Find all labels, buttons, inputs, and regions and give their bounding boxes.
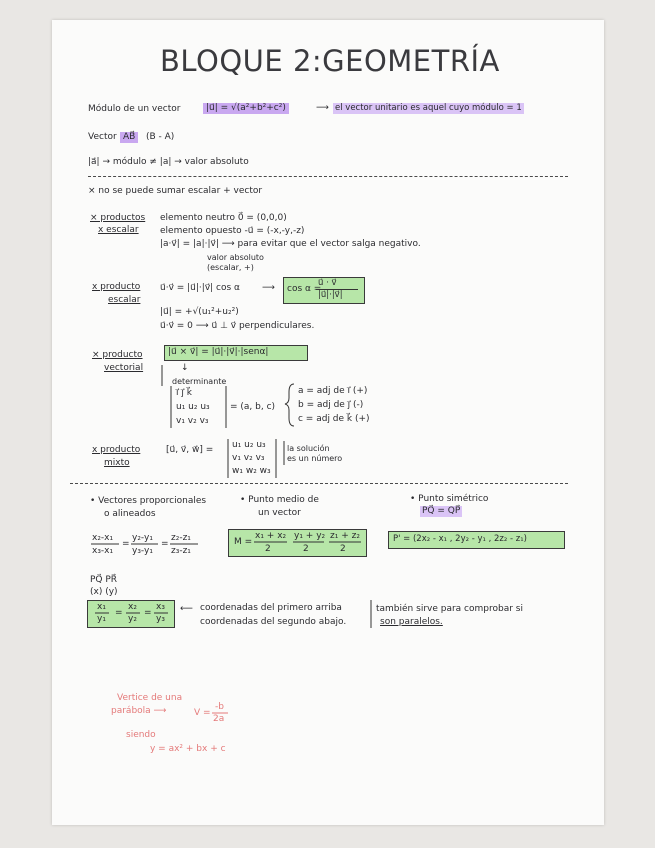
paralelos-note-2: coordenadas del segundo abajo.: [200, 617, 347, 627]
page-title: BLOQUE 2:GEOMETRÍA: [160, 44, 500, 78]
prop-f2-den: y₃-y₁: [132, 546, 153, 556]
producto-vectorial-formula: |u⃗ × v⃗| = |u⃗|·|v⃗|·|senα|: [168, 347, 269, 357]
pm-f3-den: 2: [340, 544, 346, 554]
abs-note: |a⃗| → módulo ≠ |a| → valor absoluto: [88, 157, 249, 167]
prop-eq-1: =: [122, 539, 130, 549]
paralelos-arrow: ⟵: [180, 604, 193, 614]
par-f1-den: y₁: [97, 614, 106, 624]
parabola-siendo: siendo: [126, 730, 156, 740]
par-eq-1: =: [115, 608, 123, 618]
parabola-fraction-den: 2a: [213, 714, 225, 724]
par-f3-num: x₃: [156, 602, 165, 612]
escalar-positivo-note: (escalar, +): [207, 263, 254, 272]
prop-f1-num: x₂-x₁: [92, 533, 114, 543]
det-b: b = adj de j⃗ (-): [298, 400, 364, 410]
par-f3-den: y₃: [156, 614, 165, 624]
mixto-row-2: v₁ v₂ v₃: [232, 453, 265, 463]
simetrico-label-1: • Punto simétrico: [410, 494, 489, 504]
paralelos-header-2: (x) (y): [90, 587, 118, 597]
cos-numerator: u⃗ · v⃗: [318, 278, 337, 288]
abs-escalar: |a·v⃗| = |a|·|v⃗| ⟶ para evitar que el vector salga negativo.: [160, 239, 421, 249]
vector-ab-label: Vector: [88, 132, 117, 142]
modulo-formula: |u⃗| = √(a²+b²+c²): [203, 103, 289, 114]
parabola-equation: y = ax² + bx + c: [150, 744, 226, 754]
no-sumar-note: × no se puede sumar escalar + vector: [88, 186, 263, 196]
punto-medio-label-1: • Punto medio de: [240, 495, 319, 505]
down-arrow: ↓: [181, 363, 189, 373]
modulo-arrow: ⟶: [316, 103, 329, 113]
paralelos-side-2: son paralelos.: [380, 617, 443, 627]
det-row-2: u₁ u₂ u₃: [176, 402, 210, 412]
par-f1-num: x₁: [97, 602, 106, 612]
par-f2-num: x₂: [128, 602, 137, 612]
valor-absoluto-note: valor absoluto: [207, 253, 264, 262]
producto-escalar-label-2: escalar: [108, 295, 141, 305]
paralelos-side-1: también sirve para comprobar si: [376, 604, 523, 614]
parabola-fraction-num: -b: [215, 702, 224, 712]
producto-escalar-label-1: x producto: [92, 282, 141, 292]
det-brace: [285, 384, 294, 426]
det-row-3: v₁ v₂ v₃: [176, 416, 209, 426]
pm-f2-num: y₁ + y₂: [294, 531, 326, 541]
punto-medio-lhs: M =: [234, 537, 253, 547]
producto-vectorial-label-2: vectorial: [104, 363, 144, 373]
producto-mixto-formula: [u⃗, v⃗, w⃗] =: [166, 445, 214, 455]
parabola-label-2: parábola ⟶: [111, 706, 167, 716]
prop-eq-2: =: [161, 539, 169, 549]
elemento-neutro: elemento neutro 0⃗ = (0,0,0): [160, 213, 287, 223]
punto-medio-label-2: un vector: [258, 508, 301, 518]
producto-mixto-label-1: x producto: [92, 445, 141, 455]
paralelos-note-1: coordenadas del primero arriba: [200, 603, 342, 613]
par-eq-2: =: [144, 608, 152, 618]
vector-ab-name: AB⃗: [120, 132, 138, 143]
prop-f1-den: x₃-x₁: [92, 546, 114, 556]
mixto-note-2: es un número: [287, 454, 343, 463]
det-a: a = adj de i⃗ (+): [298, 386, 368, 396]
paralelos-header-1: PQ⃗ PR⃗: [90, 575, 118, 585]
producto-escalar-formula: u⃗·v⃗ = |u⃗|·|v⃗| cos α: [160, 283, 240, 293]
unit-vector-note: el vector unitario es aquel cuyo módulo = 1: [335, 103, 522, 113]
par-f2-den: y₂: [128, 614, 137, 624]
elemento-opuesto: elemento opuesto -u⃗ = (-x,-y,-z): [160, 226, 305, 236]
simetrico-label-2: PQ⃗ = QP⃗: [422, 506, 461, 516]
pm-f2-den: 2: [303, 544, 309, 554]
cos-denominator: |u⃗|·|v⃗|: [318, 290, 343, 300]
perpendiculares: u⃗·v⃗ = 0 ⟶ u⃗ ⊥ v⃗ perpendiculares.: [160, 321, 315, 331]
prop-f3-den: z₃-z₁: [171, 546, 191, 556]
proporcionales-label-2: o alineados: [104, 509, 156, 519]
pm-f3-num: z₁ + z₂: [330, 531, 360, 541]
vector-ab-value: (B - A): [146, 132, 175, 142]
producto-mixto-label-2: mixto: [104, 458, 130, 468]
cos-lhs: cos α =: [287, 284, 322, 294]
mixto-row-3: w₁ w₂ w₃: [232, 466, 271, 476]
pm-f1-num: x₁ + x₂: [255, 531, 287, 541]
parabola-formula-lhs: V =: [194, 708, 211, 718]
parabola-label-1: Vertice de una: [117, 693, 183, 703]
escalar-label-1: × productos: [90, 213, 146, 223]
producto-escalar-arrow: ⟶: [262, 283, 275, 293]
modulo-formula-2: |u⃗| = +√(u₁²+u₂²): [160, 307, 239, 317]
det-result: = (a, b, c): [230, 402, 276, 412]
escalar-label-2: x escalar: [98, 225, 139, 235]
prop-f3-num: z₂-z₁: [171, 533, 191, 543]
prop-f2-num: y₂-y₁: [132, 533, 153, 543]
pm-f1-den: 2: [265, 544, 271, 554]
det-row-1: i⃗ j⃗ k⃗: [176, 388, 192, 398]
determinante-label: determinante: [172, 377, 227, 386]
proporcionales-label-1: • Vectores proporcionales: [90, 496, 207, 506]
producto-vectorial-label-1: × producto: [92, 350, 143, 360]
mixto-row-1: u₁ u₂ u₃: [232, 440, 266, 450]
det-c: c = adj de k⃗ (+): [298, 414, 370, 424]
simetrico-formula: P' = (2x₂ - x₁ , 2y₂ - y₁ , 2z₂ - z₁): [393, 534, 527, 544]
modulo-label: Módulo de un vector: [88, 104, 181, 114]
mixto-note-1: la solución: [287, 444, 330, 453]
